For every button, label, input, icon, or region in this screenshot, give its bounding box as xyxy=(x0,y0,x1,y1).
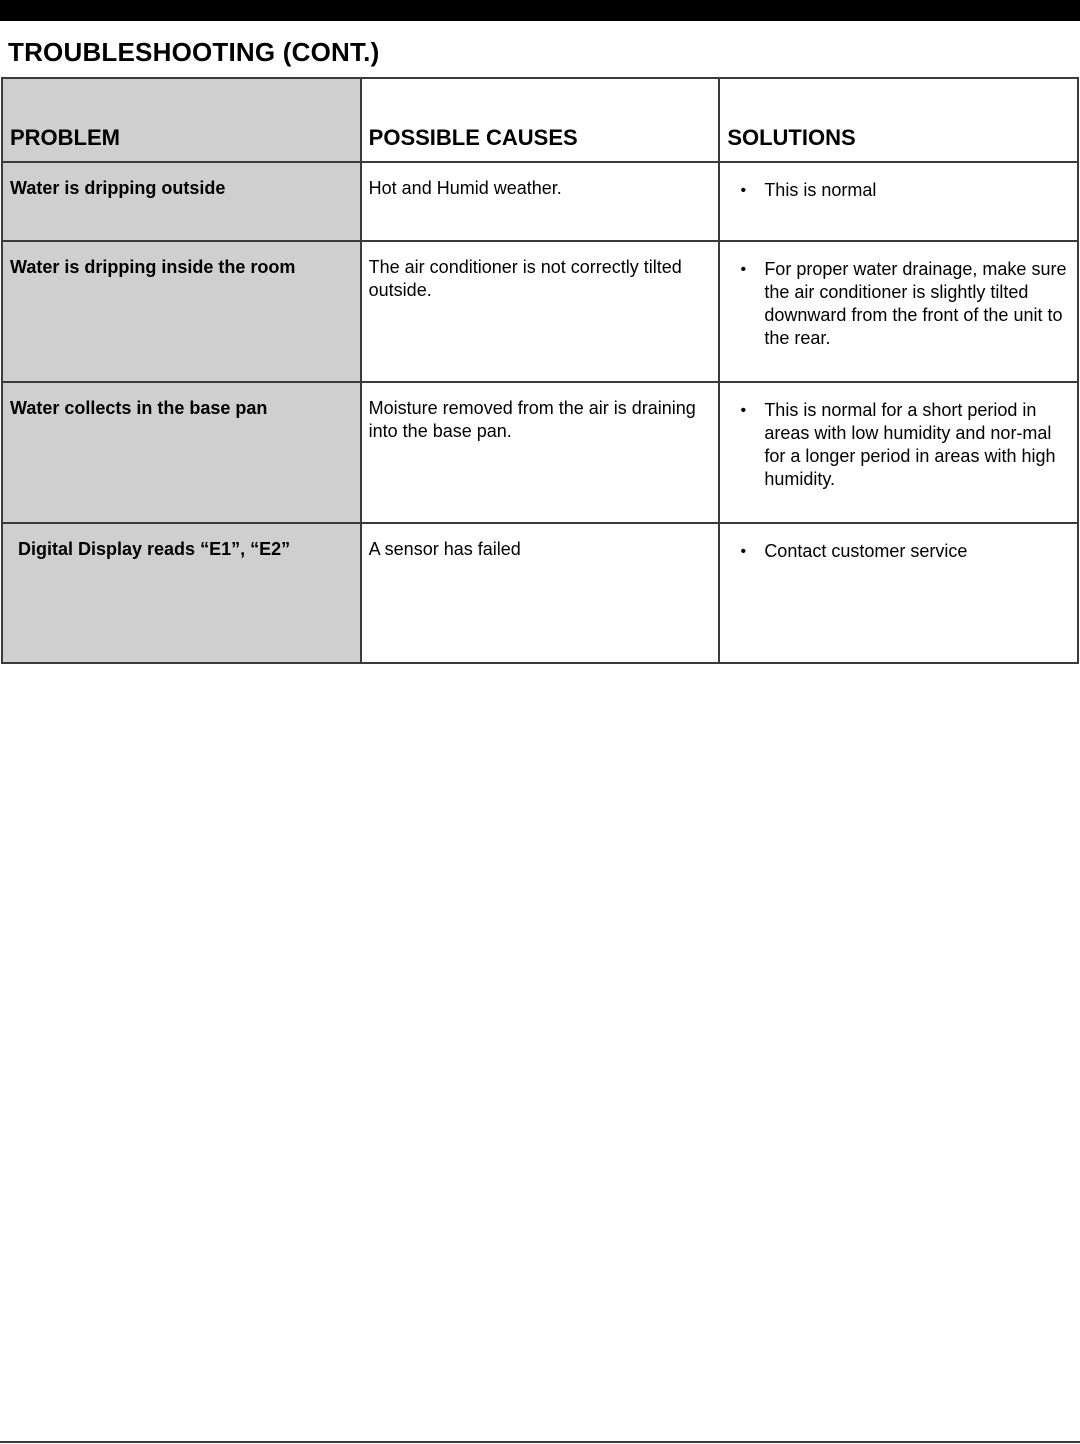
table-row xyxy=(2,382,1078,523)
solution-bullet-item xyxy=(720,540,1071,563)
solution-text: This is normal xyxy=(764,180,877,200)
troubleshooting-table xyxy=(1,77,1079,664)
section-title: TROUBLESHOOTING (CONT.) xyxy=(8,37,380,67)
solution-text: Contact customer service xyxy=(764,541,968,561)
solution-bullet-item xyxy=(720,399,1071,491)
solution-bullet-item xyxy=(720,179,1071,202)
problem-cell: Digital Display reads “E1”, “E2” xyxy=(2,523,361,663)
cause-cell: Moisture removed from the air is draining into the base pan. xyxy=(361,382,720,523)
cause-cell: A sensor has failed xyxy=(361,523,720,663)
solution-cell xyxy=(719,523,1078,663)
causes-column-header: POSSIBLE CAUSES xyxy=(361,78,720,162)
problem-cell: Water is dripping inside the room xyxy=(2,241,361,382)
bullet-icon: • xyxy=(740,402,747,419)
bullet-icon: • xyxy=(740,182,747,199)
solution-bullet-item xyxy=(720,258,1071,350)
solution-cell xyxy=(719,241,1078,382)
cause-cell: Hot and Humid weather. xyxy=(361,162,720,241)
problem-column-header: PROBLEM xyxy=(2,78,361,162)
table-header-row xyxy=(2,78,1078,162)
solution-text: This is normal for a short period in areas with low humidity and nor-mal for a longer period in areas with high humidity. xyxy=(764,400,1056,489)
problem-cell: Water is dripping outside xyxy=(2,162,361,241)
table-row xyxy=(2,523,1078,663)
footer-rule xyxy=(0,1441,1080,1443)
top-header-bar xyxy=(0,0,1080,21)
solution-cell xyxy=(719,382,1078,523)
problem-cell: Water collects in the base pan xyxy=(2,382,361,523)
bullet-icon: • xyxy=(740,543,747,560)
solution-text: For proper water drainage, make sure the air conditioner is slightly tilted downward from the front of the unit to the rear. xyxy=(764,259,1067,348)
bullet-icon: • xyxy=(740,261,747,278)
cause-cell: The air conditioner is not correctly tilted outside. xyxy=(361,241,720,382)
table-row xyxy=(2,162,1078,241)
table-row xyxy=(2,241,1078,382)
solution-cell xyxy=(719,162,1078,241)
solutions-column-header: SOLUTIONS xyxy=(719,78,1078,162)
